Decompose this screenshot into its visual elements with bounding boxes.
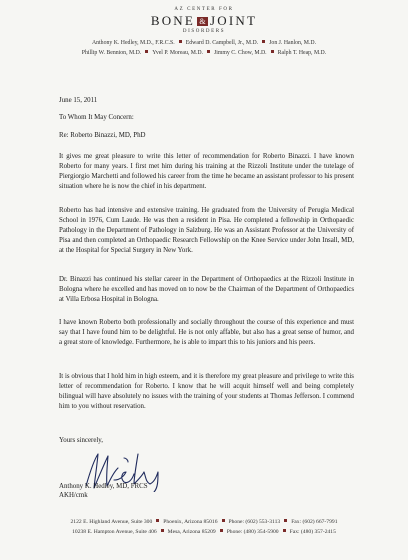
letterhead-amp: & [197,17,208,26]
doctor-name: Phillip W. Bennion, M.D. [81,50,142,56]
separator-square-icon [207,50,210,53]
signer-initials: AKH/cmk [59,492,88,499]
doctor-name: Ralph T. Heap, M.D. [277,50,327,56]
footer-fax: Fax: (602) 667-7991 [291,519,338,525]
separator-square-icon [271,50,274,53]
footer-phone: Phone: (480) 354-5900 [226,529,279,535]
separator-square-icon [156,519,159,522]
footer-city: Phoenix, Arizona 85016 [163,519,218,525]
doctor-name: Jimmy C. Chow, M.D. [214,50,267,56]
letterhead-name [0,13,408,29]
letterhead-name-left: BONE [150,13,196,28]
separator-square-icon [179,40,182,43]
footer-row-2 [0,529,408,535]
doctor-name: Edward D. Campbell, Jr., M.D. [185,40,259,46]
letter-paragraph: I have known Roberto both professionally and socially throughout the course of this experience and must say that I have found him to be delightful. He is not only affable, but also has a great sense of humor, and a great store of knowledge. Furthermore, he is able to impart this to his juniors and his peers. [59,319,354,346]
footer-city: Mesa, Arizona 85209 [167,529,216,535]
letter-closing: Yours sincerely, [59,437,104,444]
footer-phone: Phone: (602) 553-3113 [228,519,281,525]
doctor-name: Jon J. Hanlon, M.D. [269,40,317,46]
separator-square-icon [222,519,225,522]
letter-subject: Re: Roberto Binazzi, MD, PhD [59,132,146,139]
footer-row-1 [0,519,408,525]
letterhead-name-right: JOINT [210,13,258,28]
separator-square-icon [283,529,286,532]
doctor-name: Anthony K. Hedley, M.D., F.R.C.S. [91,40,175,46]
doctors-row-1 [0,40,408,46]
doctor-name: Yvel P. Moreau, M.D. [152,50,204,56]
letter-salutation: To Whom It May Concern: [59,114,134,121]
separator-square-icon [284,519,287,522]
footer-address: 10238 E. Hampton Avenue, Suite 406 [72,529,157,535]
separator-square-icon [145,50,148,53]
letter-date: June 15, 2011 [59,97,98,104]
letter-paragraph: Roberto has had intensive and extensive training. He graduated from the University of Perugia Medical School in 1976, Cum Laude. He was then a resident in Pisa. He completed a fellowship in Orthopaedic Pathology in the Department of Pathology in Salzburg. He was an Assistant Professor at the University of Pisa and then completed an Orthopaedic Research Fellowship on the Knee Service under John Insall, MD, at the Hospital for Special Surgery in New York. [59,207,354,254]
letter-paragraph: Dr. Binazzi has continued his stellar career in the Department of Orthopaedics at the Rizzoli Institute in Bologna where he excelled and has moved on to now be the Chairman of the Department of Orthopaedics at Villa Erbosa Hospital in Bologna. [59,276,354,303]
letterhead-top: AZ CENTER FOR [174,7,234,12]
letterhead-bottom: DISORDERS [182,29,226,34]
doctors-row-2 [0,50,408,56]
footer-fax: Fax: (480) 357-2415 [289,529,336,535]
footer-address: 2122 E. Highland Avenue, Suite 300 [70,519,153,525]
separator-square-icon [220,529,223,532]
separator-square-icon [262,40,265,43]
letter-paragraph: It gives me great pleasure to write this letter of recommendation for Roberto Binazzi. I have known Roberto for many years. I first met him during his training at the Rizzoli Institute under the tutelage of Piergiorgio Marchetti and followed his career from the time he became an assistant professor to his present situation where he is now the chief in his department. [59,153,354,190]
separator-square-icon [161,529,164,532]
signer-name: Anthony K. Hedley, MD, FRCS [59,483,148,490]
letter-paragraph: It is obvious that I hold him in high esteem, and it is therefore my great pleasure and privilege to write this letter of recommendation for Roberto. I know that he will acquit himself well and being completely bilingual will have absolutely no issues with the training of your students at Thomas Jefferson. I commend him to you without reservation. [59,373,354,410]
